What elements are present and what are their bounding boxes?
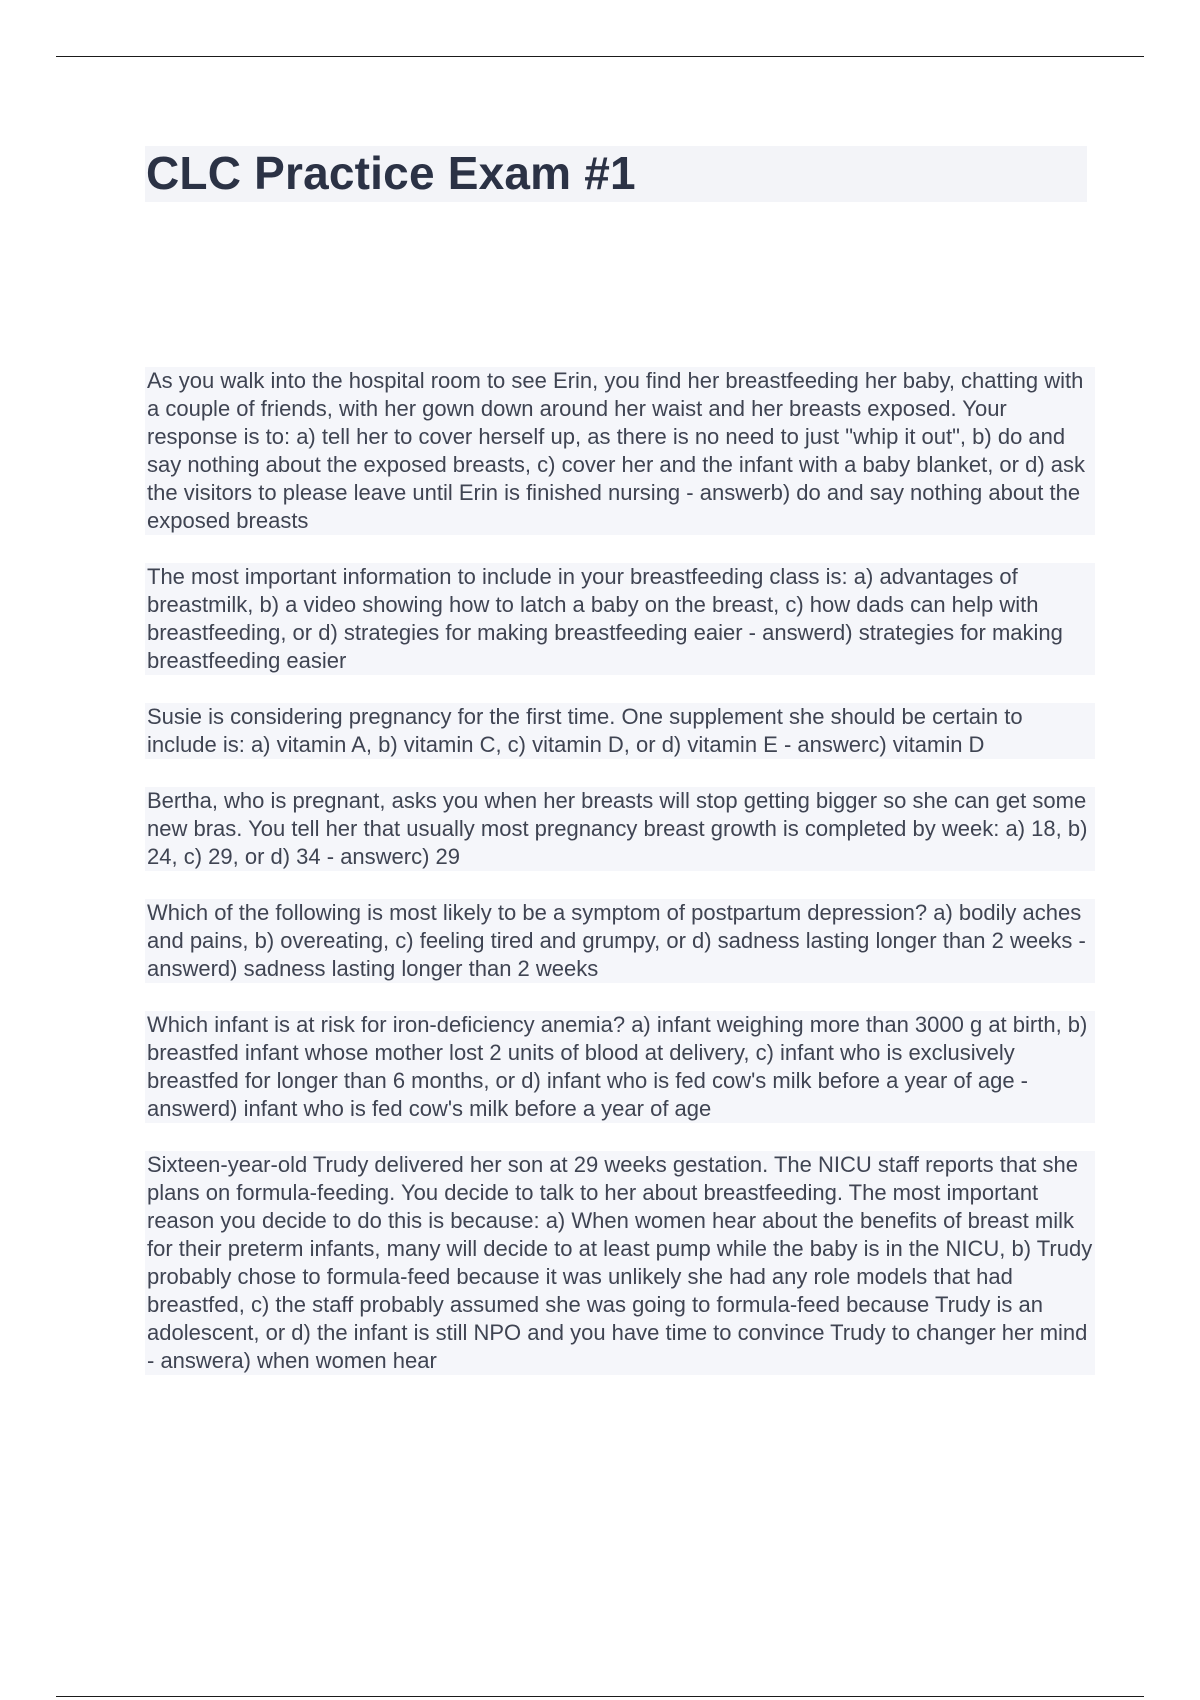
question-item: Bertha, who is pregnant, asks you when her breasts will stop getting bigger so she can get some new bras. You tell her that usually most pregnancy breast growth is completed by week: a) 18, b) 24, c) 29, or d) 34 - answerc) 29	[145, 787, 1095, 871]
question-item: Susie is considering pregnancy for the first time. One supplement she should be certain to include is: a) vitamin A, b) vitamin C, c) vitamin D, or d) vitamin E - answerc) vitamin D	[145, 703, 1095, 759]
question-list	[145, 367, 1095, 1403]
question-item: Which infant is at risk for iron-deficiency anemia? a) infant weighing more than 3000 g at birth, b) breastfed infant whose mother lost 2 units of blood at delivery, c) infant who is exclusively breastfed for longer than 6 months, or d) infant who is fed cow's milk before a year of age - answerd) infant who is fed cow's milk before a year of age	[145, 1011, 1095, 1123]
bottom-rule	[56, 1696, 1144, 1697]
question-item: The most important information to include in your breastfeeding class is: a) advantages of breastmilk, b) a video showing how to latch a baby on the breast, c) how dads can help with breastfeeding, or d) strategies for making breastfeeding eaier - answerd) strategies for making breastfeeding easier	[145, 563, 1095, 675]
question-item: As you walk into the hospital room to see Erin, you find her breastfeeding her baby, chatting with a couple of friends, with her gown down around her waist and her breasts exposed. Your response is to: a) tell her to cover herself up, as there is no need to just "whip it out", b) do and say nothing about the exposed breasts, c) cover her and the infant with a baby blanket, or d) ask the visitors to please leave until Erin is finished nursing - answerb) do and say nothing about the exposed breasts	[145, 367, 1095, 535]
question-item: Which of the following is most likely to be a symptom of postpartum depression? a) bodily aches and pains, b) overeating, c) feeling tired and grumpy, or d) sadness lasting longer than 2 weeks - answerd) sadness lasting longer than 2 weeks	[145, 899, 1095, 983]
page-title: CLC Practice Exam #1	[146, 147, 636, 199]
question-item: Sixteen-year-old Trudy delivered her son at 29 weeks gestation. The NICU staff reports that she plans on formula-feeding. You decide to talk to her about breastfeeding. The most important reason you decide to do this is because: a) When women hear about the benefits of breast milk for their preterm infants, many will decide to at least pump while the baby is in the NICU, b) Trudy probably chose to formula-feed because it was unlikely she had any role models that had breastfed, c) the staff probably assumed she was going to formula-feed because Trudy is an adolescent, or d) the infant is still NPO and you have time to convince Trudy to changer her mind - answera) when women hear	[145, 1151, 1095, 1375]
top-rule	[56, 56, 1144, 57]
